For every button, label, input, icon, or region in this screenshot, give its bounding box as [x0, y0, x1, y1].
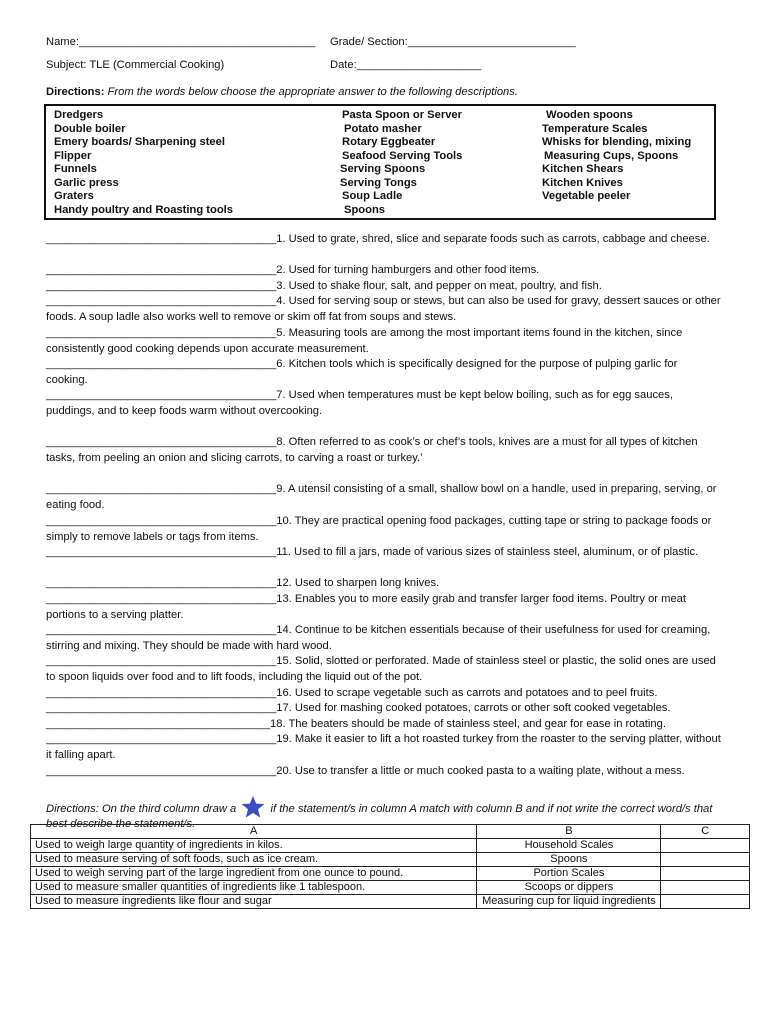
subject-line: Subject: TLE (Commercial Cooking)	[46, 59, 225, 71]
question-text: 13. Enables you to more easily grab and transfer larger food items. Poultry or meat portions to a serving platter.	[46, 593, 687, 621]
answer-cell: Household Scales	[477, 839, 661, 853]
statement-cell: Used to measure serving of soft foods, such as ice cream.	[31, 853, 477, 867]
check-cell[interactable]	[661, 881, 750, 895]
question-item	[46, 701, 722, 717]
question-item	[46, 576, 722, 592]
question-item	[46, 388, 722, 419]
question-item	[46, 717, 722, 733]
table-directions-before: Directions: On the third column draw a	[46, 803, 237, 815]
question-item	[46, 545, 722, 561]
grade-field	[330, 36, 576, 48]
check-cell[interactable]	[661, 853, 750, 867]
word-bank-item: Pasta Spoon or Server	[342, 109, 462, 121]
question-item	[46, 764, 722, 780]
name-field	[46, 36, 315, 48]
question-text: 20. Use to transfer a little or much cooked pasta to a waiting plate, without a mess.	[276, 765, 685, 777]
question-item	[46, 435, 722, 466]
directions	[46, 86, 518, 98]
answer-blank[interactable]: _____________________________________	[46, 655, 277, 667]
directions-label: Directions:	[46, 86, 105, 98]
word-bank-item: Dredgers	[54, 109, 104, 121]
statement-cell: Used to measure smaller quantities of ingredients like 1 tablespoon.	[31, 881, 477, 895]
table-row	[31, 867, 750, 881]
answer-blank[interactable]: _____________________________________	[46, 733, 277, 745]
question-item	[46, 514, 722, 545]
word-bank-item: Measuring Cups, Spoons	[544, 149, 679, 162]
question-item	[46, 232, 722, 248]
word-bank-item: Funnels	[54, 163, 97, 175]
question-text: 9. A utensil consisting of a small, shallow bowl on a handle, used in preparing, serving, or eating food.	[46, 483, 717, 511]
answer-cell: Scoops or dippers	[477, 881, 661, 895]
answer-blank[interactable]: _____________________________________	[46, 389, 277, 401]
word-bank-item: Spoons	[344, 203, 386, 216]
question-text: 4. Used for serving soup or stews, but can also be used for gravy, dessert sauces or other foods. A soup ladle also works well to remove or skim off fat from soups and stews.	[46, 295, 721, 323]
column-c-header: C	[661, 825, 750, 839]
question-item	[46, 623, 722, 654]
question-text: 14. Continue to be kitchen essentials because of their usefulness for used for creaming, stirring and mixing. They should be made with hard wood.	[46, 624, 711, 652]
answer-blank[interactable]: _____________________________________	[46, 624, 277, 636]
answer-blank[interactable]: _____________________________________	[46, 546, 277, 558]
answer-blank[interactable]: _____________________________________	[46, 702, 277, 714]
date-line: ____________________	[356, 59, 482, 71]
answer-blank[interactable]: _____________________________________	[46, 358, 277, 370]
question-item	[46, 654, 722, 685]
word-bank-item: Kitchen Knives	[542, 176, 623, 189]
question-text: 5. Measuring tools are among the most important items found in the kitchen, since consistently good cooking depends upon accurate measurement.	[46, 327, 683, 355]
statement-cell: Used to weigh serving part of the large ingredient from one ounce to pound.	[31, 867, 477, 881]
answer-blank[interactable]: _____________________________________	[46, 593, 277, 605]
word-bank-item: Rotary Eggbeater	[342, 136, 436, 148]
date-field	[330, 59, 481, 71]
answer-blank[interactable]: _____________________________________	[46, 295, 277, 307]
answer-blank[interactable]: _____________________________________	[46, 436, 277, 448]
word-bank-item: Double boiler	[54, 122, 126, 135]
word-bank-item: Seafood Serving Tools	[342, 149, 463, 162]
question-text: 8. Often referred to as cook’s or chef’s tools, knives are a must for all types of kitchen tasks, from peeling an onion and slicing carrots, to carving a roast or turkey.’	[46, 436, 698, 464]
word-bank-item: Handy poultry and Roasting tools	[54, 203, 234, 216]
question-text: 17. Used for mashing cooked potatoes, carrots or other soft cooked vegetables.	[276, 702, 671, 714]
table-row	[31, 853, 750, 867]
word-bank-item: Temperature Scales	[542, 122, 648, 135]
table-directions-after: if the statement/s in column A match with column B and if not write the correct word/s that best describe the statement/s.	[46, 803, 713, 830]
question-text: 19. Make it easier to lift a hot roasted turkey from the roaster to the serving platter, without it falling apart.	[46, 733, 721, 761]
check-cell[interactable]	[661, 839, 750, 853]
answer-cell: Spoons	[477, 853, 661, 867]
answer-blank[interactable]: _____________________________________	[46, 280, 277, 292]
table-header-row	[31, 825, 750, 839]
word-bank-item: Whisks for blending, mixing	[542, 136, 692, 148]
word-bank-item: Wooden spoons	[546, 109, 633, 121]
word-bank-item: Serving Tongs	[340, 176, 417, 189]
answer-blank[interactable]: _____________________________________	[46, 765, 277, 777]
question-text: 18. The beaters should be made of stainless steel, and gear for ease in rotating.	[270, 718, 666, 730]
statement-cell: Used to weigh large quantity of ingredients in kilos.	[31, 839, 477, 853]
question-text: 11. Used to fill a jars, made of various sizes of stainless steel, aluminum, or of plastic.	[276, 546, 699, 558]
answer-blank[interactable]: _____________________________________	[46, 327, 277, 339]
question-text: 12. Used to sharpen long knives.	[276, 577, 440, 589]
answer-blank[interactable]: _____________________________________	[46, 515, 277, 527]
question-text: 3. Used to shake flour, salt, and pepper on meat, poultry, and fish.	[276, 280, 602, 292]
word-bank-item: Kitchen Shears	[542, 163, 624, 175]
date-label: Date:	[330, 59, 357, 71]
directions-text: From the words below choose the appropriate answer to the following descriptions.	[107, 86, 518, 98]
answer-blank[interactable]: _____________________________________	[46, 483, 277, 495]
check-cell[interactable]	[661, 895, 750, 909]
answer-blank[interactable]: _____________________________________	[46, 577, 277, 589]
question-item	[46, 279, 722, 295]
question-text: 15. Solid, slotted or perforated. Made of stainless steel or plastic, the solid ones are used to spoon liquids over food and to lift foods, including the liquid out of the pot.	[46, 655, 716, 683]
question-item	[46, 263, 722, 279]
table-row	[31, 895, 750, 909]
question-text: 6. Kitchen tools which is specifically designed for the purpose of pulping garlic for cooking.	[46, 358, 678, 386]
column-a-header: A	[31, 825, 477, 839]
answer-blank[interactable]: _____________________________________	[46, 264, 277, 276]
question-item	[46, 592, 722, 623]
star-icon	[239, 796, 267, 818]
question-item	[46, 357, 722, 388]
name-line: ______________________________________	[78, 36, 316, 48]
question-text: 2. Used for turning hamburgers and other food items.	[276, 264, 540, 276]
grade-line: ___________________________	[407, 36, 576, 48]
word-bank-item: Potato masher	[344, 122, 422, 135]
name-label: Name:	[46, 36, 79, 48]
question-item	[46, 482, 722, 513]
question-item	[46, 294, 722, 325]
question-text: 1. Used to grate, shred, slice and separate foods such as carrots, cabbage and cheese.	[276, 233, 710, 245]
answer-cell: Measuring cup for liquid ingredients	[477, 895, 661, 909]
question-item	[46, 326, 722, 357]
word-bank-item: Soup Ladle	[342, 190, 403, 202]
word-bank-item: Graters	[54, 190, 94, 202]
answer-blank[interactable]: _____________________________________	[46, 687, 277, 699]
column-b-header: B	[477, 825, 661, 839]
question-text: 7. Used when temperatures must be kept below boiling, such as for egg sauces, puddings, and to keep foods warm without overcooking.	[46, 389, 673, 417]
word-bank-item: Garlic press	[54, 176, 119, 189]
grade-label: Grade/ Section:	[330, 36, 408, 48]
question-item	[46, 686, 722, 702]
question-text: 16. Used to scrape vegetable such as carrots and potatoes and to peel fruits.	[276, 687, 658, 699]
table-row	[31, 839, 750, 853]
question-item	[46, 732, 722, 763]
question-text: 10. They are practical opening food packages, cutting tape or string to package foods or simply to remove labels or tags from items.	[46, 515, 712, 543]
word-bank-item: Flipper	[54, 149, 92, 162]
check-cell[interactable]	[661, 867, 750, 881]
matching-table	[30, 824, 750, 909]
table-row	[31, 881, 750, 895]
statement-cell: Used to measure ingredients like flour and sugar	[31, 895, 477, 909]
answer-cell: Portion Scales	[477, 867, 661, 881]
answer-blank[interactable]: ____________________________________	[46, 718, 270, 730]
word-bank-item: Serving Spoons	[340, 163, 426, 175]
answer-blank[interactable]: _____________________________________	[46, 233, 277, 245]
word-bank-item: Emery boards/ Sharpening steel	[54, 136, 225, 148]
word-bank-item: Vegetable peeler	[542, 190, 631, 202]
